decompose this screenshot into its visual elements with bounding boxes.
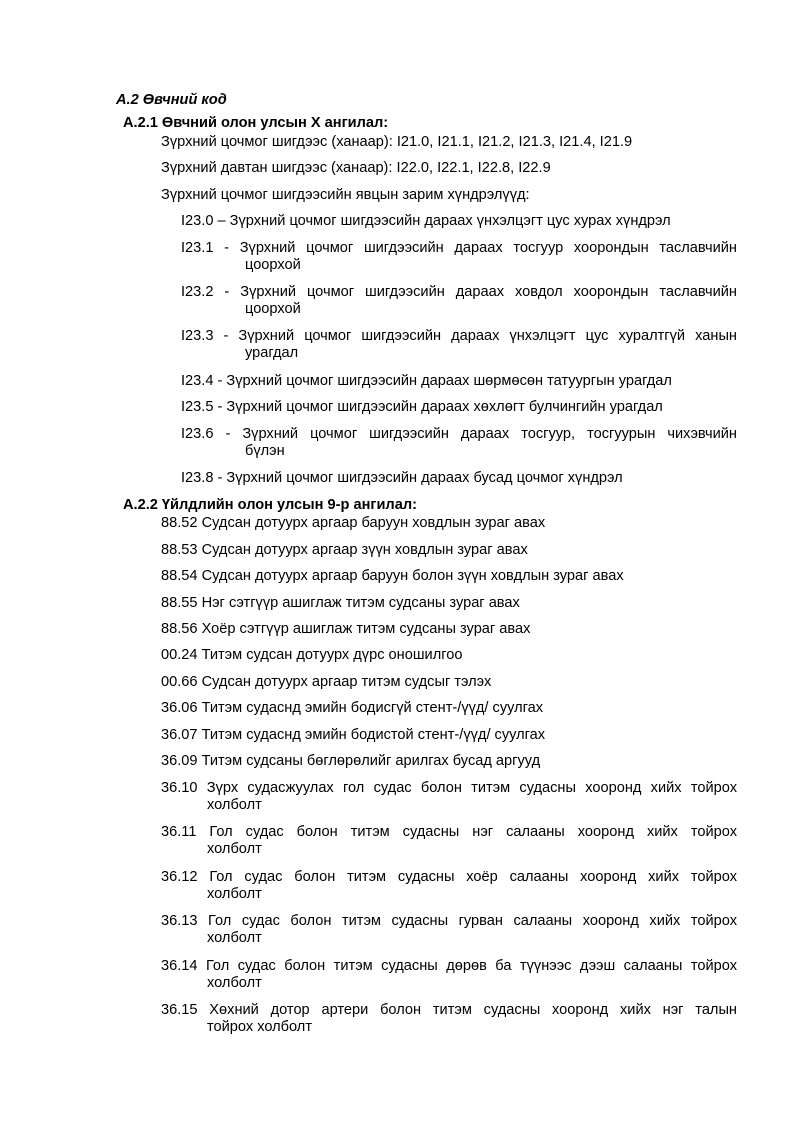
procedure-text-cont: холболт	[207, 975, 262, 991]
procedure-text-cont: холболт	[207, 886, 262, 902]
procedure-item	[161, 869, 737, 903]
procedure-item	[161, 1002, 737, 1036]
procedure-text: 36.09 Титэм судсаны бөглөрөлийг арилгах бусад аргууд	[161, 753, 541, 769]
procedure-text: 88.56 Хоёр сэтгүүр ашиглаж титэм судсаны зураг авах	[161, 621, 531, 637]
procedure-text: 88.55 Нэг сэтгүүр ашиглаж титэм судсаны зураг авах	[161, 595, 520, 611]
complication-text: I23.2 - Зүрхний цочмог шигдээсийн дараах ховдол хоорондын таславчийн	[181, 284, 737, 300]
icd-line: Зүрхний давтан шигдээс (ханаар): I22.0, I22.1, I22.8, I22.9	[161, 160, 551, 176]
complication-text: I23.6 - Зүрхний цочмог шигдээсийн дараах тосгуур, тосгуурын чихэвчийн	[181, 426, 737, 442]
procedure-text: 36.15 Хөхний дотор артери болон титэм судасны хооронд хийх нэг талын	[161, 1002, 737, 1018]
procedure-text-cont: холболт	[207, 930, 262, 946]
complication-text-cont: урагдал	[245, 345, 299, 361]
procedures-heading: А.2.2 Үйлдлийн олон улсын 9-р ангилал:	[123, 497, 417, 513]
procedure-text-cont: тойрох холболт	[207, 1019, 313, 1035]
procedure-text: 36.10 Зүрх судасжуулах гол судас болон титэм судасны хооронд хийх тойрох	[161, 780, 737, 796]
procedure-item	[161, 753, 737, 770]
procedure-item	[161, 542, 737, 559]
procedure-text: 36.13 Гол судас болон титэм судасны гурван салааны хооронд хийх тойрох	[161, 913, 737, 929]
complication-item	[181, 399, 737, 416]
procedure-text: 88.52 Судсан дотуурх аргаар баруун ховдлын зураг авах	[161, 515, 546, 531]
procedure-text: 36.12 Гол судас болон титэм судасны хоёр салааны хооронд хийх тойрох	[161, 869, 737, 885]
complication-text: I23.8 - Зүрхний цочмог шигдээсийн дараах бусад цочмог хүндрэл	[181, 470, 623, 486]
procedure-item	[161, 727, 737, 744]
complication-item	[181, 240, 737, 274]
procedure-item	[161, 647, 737, 664]
procedure-text: 36.06 Титэм судаснд эмийн бодисгүй стент-/үүд/ суулгах	[161, 700, 544, 716]
complication-item	[181, 470, 737, 487]
complication-item	[181, 328, 737, 362]
procedure-item	[161, 958, 737, 992]
procedure-item	[161, 568, 737, 585]
complication-text-cont: бүлэн	[245, 443, 285, 459]
procedure-text: 00.66 Судсан дотуурх аргаар титэм судсыг тэлэх	[161, 674, 492, 690]
procedure-item	[161, 824, 737, 858]
procedure-text: 36.14 Гол судас болон титэм судасны дөрөв ба түүнээс дээш салааны тойрох	[161, 958, 737, 974]
procedure-item	[161, 700, 737, 717]
section-title: А.2 Өвчний код	[116, 92, 227, 108]
complication-text-cont: цоорхой	[245, 257, 301, 273]
complication-text: I23.1 - Зүрхний цочмог шигдээсийн дараах тосгуур хоорондын таславчийн	[181, 240, 737, 256]
procedure-item	[161, 913, 737, 947]
complication-text: I23.3 - Зүрхний цочмог шигдээсийн дараах үнхэлцэгт цус хуралтгүй ханын	[181, 328, 737, 344]
complication-text: I23.0 – Зүрхний цочмог шигдээсийн дараах үнхэлцэгт цус хурах хүндрэл	[181, 213, 671, 229]
complication-item	[181, 426, 737, 460]
procedure-text: 88.53 Судсан дотуурх аргаар зүүн ховдлын зураг авах	[161, 542, 528, 558]
complication-text: I23.5 - Зүрхний цочмог шигдээсийн дараах хөхлөгт булчингийн урагдал	[181, 399, 663, 415]
procedure-text-cont: холболт	[207, 797, 262, 813]
complication-text: I23.4 - Зүрхний цочмог шигдээсийн дараах шөрмөсөн татуургын урагдал	[181, 373, 672, 389]
procedure-item	[161, 780, 737, 814]
complication-item	[181, 213, 737, 230]
procedure-item	[161, 595, 737, 612]
icd-line: Зүрхний цочмог шигдээсийн явцын зарим хүндрэлүүд:	[161, 187, 530, 203]
procedure-text: 00.24 Титэм судсан дотуурх дүрс оношилгоо	[161, 647, 463, 663]
procedure-text: 36.07 Титэм судаснд эмийн бодистой стент-/үүд/ суулгах	[161, 727, 546, 743]
procedure-text-cont: холболт	[207, 841, 262, 857]
procedure-item	[161, 515, 737, 532]
icd-heading: А.2.1 Өвчний олон улсын Х ангилал:	[123, 115, 389, 131]
procedure-text: 88.54 Судсан дотуурх аргаар баруун болон зүүн ховдлын зураг авах	[161, 568, 624, 584]
icd-line: Зүрхний цочмог шигдээс (ханаар): I21.0, I21.1, I21.2, I21.3, I21.4, I21.9	[161, 134, 633, 150]
procedure-item	[161, 674, 737, 691]
procedure-text: 36.11 Гол судас болон титэм судасны нэг салааны хооронд хийх тойрох	[161, 824, 737, 840]
complication-text-cont: цоорхой	[245, 301, 301, 317]
procedure-item	[161, 621, 737, 638]
complication-item	[181, 373, 737, 390]
complication-item	[181, 284, 737, 318]
